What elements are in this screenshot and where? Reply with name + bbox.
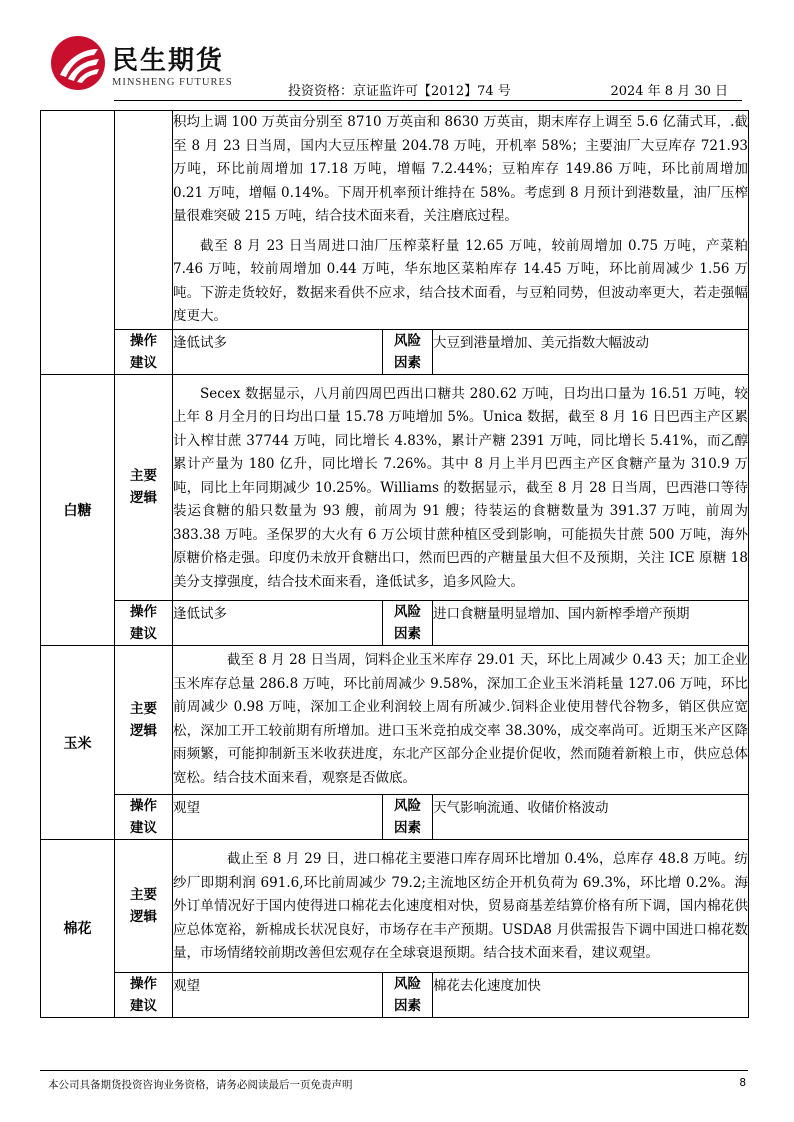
logic-content <box>173 646 749 795</box>
risk-label: 风险因素 <box>383 329 433 374</box>
paragraph: Secex 数据显示，八月前四周巴西出口糖共 280.62 万吨，日均出口量为 16.51 万吨，较上年 8 月全月的日均出口量 15.78 万吨增加 5%。Unica 数据，截至 8 月 16 日巴西主产区累计入榨甘蔗 37744 万吨，同比增长 4.83%，累计产糖 2391 万吨，同比增长 5.41%，而乙醇累计产量为 180 亿升，同比增长 7.26%。其中 8 月上半月巴西主产区食糖产量为 310.9 万吨，同比上年同期减少 10.25%。Williams 的数据显示，截至 8 月 28 日当周，巴西港口等待装运食糖的船只数量为 93 艘，前周为 91 艘；待装运的食糖数量为 391.37 万吨，前周为 383.38 万吨。圣保罗的大火有 6 万公顷甘蔗种植区受到影响，可能损失甘蔗 500 万吨，海外原糖价格走强。印度仍未放开食糖出口，然而巴西的产糖量虽大但不及预期，关注 ICE 原糖 18 美分支撑强度，结合技术面来看，逢低试多，追多风险大。 <box>173 385 748 590</box>
table-row <box>41 601 749 646</box>
paragraph: 截止至 8 月 29 日，进口棉花主要港口库存周环比增加 0.4%，总库存 48.8 万吨。纺纱厂即期利润 691.6,环比前周减少 79.2;主流地区纺企开机负荷为 69.3%，环比增 0.2%。海外订单情况好于国内使得进口棉花去化速度相对快，贸易商基差结算价格有所下调，国内棉花供应总体宽裕，新棉成长状况良好，市场存在丰产预期。USDA8 月供需报告下调中国进口棉花数量，市场情绪较前期改善但宏观存在全球衰退预期。结合技术面来看，建议观望。 <box>173 851 748 961</box>
table-row <box>41 111 749 330</box>
table-row <box>41 329 749 374</box>
logic-content <box>173 840 749 973</box>
category-cell: 棉花 <box>41 840 115 1018</box>
op-label: 操作建议 <box>115 972 173 1017</box>
report-date: 2024 年 8 月 30 日 <box>610 84 728 99</box>
paragraph: 截至 8 月 28 日当周，饲料企业玉米库存 29.01 天，环比上周减少 0.43 天；加工企业玉米库存总量 286.8 万吨，环比前周减少 9.58%，深加工企业玉米消耗量 127.06 万吨，环比前周减少 0.98 万吨，深加工企业利润较上周有所减少.饲料企业使用替代谷物多，销区供应宽松，深加工开工较前期有所增加。进口玉米竞拍成交率 38.30%，成交率尚可。近期玉米产区降雨频繁，可能抑制新玉米收获进度，东北产区部分企业提价促收，然而随着新粮上市，供应总体宽松。结合技术面来看，观察是否做底。 <box>173 652 748 786</box>
qualification-text: 投资资格：京证监许可【2012】74 号 <box>288 84 511 99</box>
risk-label: 风险因素 <box>383 972 433 1017</box>
footer-disclaimer: 本公司具备期货投资咨询业务资格，请务必阅读最后一页免责声明 <box>48 1079 353 1091</box>
company-name-en: MINSHENG FUTURES <box>112 77 233 88</box>
logic-content <box>173 374 749 601</box>
logic-label: 主要逻辑 <box>115 374 173 601</box>
risk-value: 天气影响流通、收储价格波动 <box>433 795 749 840</box>
category-cell: 白糖 <box>41 374 115 646</box>
category-cell: 玉米 <box>41 646 115 840</box>
logic-label <box>115 111 173 330</box>
table-row <box>41 374 749 601</box>
table-row <box>41 972 749 1017</box>
op-value: 逢低试多 <box>173 601 383 646</box>
op-label: 操作建议 <box>115 329 173 374</box>
category-cell <box>41 111 115 375</box>
risk-label: 风险因素 <box>383 795 433 840</box>
op-label: 操作建议 <box>115 795 173 840</box>
paragraph: 积均上调 100 万英亩分别至 8710 万英亩和 8630 万英亩，期末库存上调至 5.6 亿蒲式耳，.截至 8 月 23 日当周，国内大豆压榨量 204.78 万吨，开机率 58%；主要油厂大豆库存 721.93 万吨，环比前周增加 17.18 万吨，增幅 7.2.44%；豆粕库存 149.86 万吨，环比前周增加 0.21 万吨，增幅 0.14%。下周开机率预计维持在 58%。考虑到 8 月预计到港数量，油厂压榨量很难突破 215 万吨，结合技术面来看，关注磨底过程。 <box>173 114 748 224</box>
risk-value: 大豆到港量增加、美元指数大幅波动 <box>433 329 749 374</box>
paragraph: 截至 8 月 23 日当周进口油厂压榨菜籽量 12.65 万吨，较前周增加 0.75 万吨，产菜粕 7.46 万吨，较前周增加 0.44 万吨，华东地区菜粕库存 14.45 万吨，环比前周减少 1.56 万吨。下游走货较好，数据来看供不应求，结合技术面看，与豆粕同势，但波动率更大，若走强幅度更大。 <box>173 237 748 324</box>
risk-value: 进口食糖量明显增加、国内新榨季增产预期 <box>433 601 749 646</box>
table-row <box>41 795 749 840</box>
commodity-analysis-table <box>40 110 749 1018</box>
company-name-cn: 民生期货 <box>112 46 225 76</box>
op-value: 逢低试多 <box>173 329 383 374</box>
op-value: 观望 <box>173 972 383 1017</box>
minsheng-logo-icon <box>50 35 106 91</box>
risk-label: 风险因素 <box>383 601 433 646</box>
table-row <box>41 646 749 795</box>
op-label: 操作建议 <box>115 601 173 646</box>
header-divider <box>114 100 742 101</box>
logic-label: 主要逻辑 <box>115 840 173 973</box>
logic-content <box>173 111 749 330</box>
logic-label: 主要逻辑 <box>115 646 173 795</box>
risk-value: 棉花去化速度加快 <box>433 972 749 1017</box>
page-number: 8 <box>739 1077 746 1089</box>
op-value: 观望 <box>173 795 383 840</box>
footer-divider <box>40 1070 748 1071</box>
table-row <box>41 840 749 973</box>
